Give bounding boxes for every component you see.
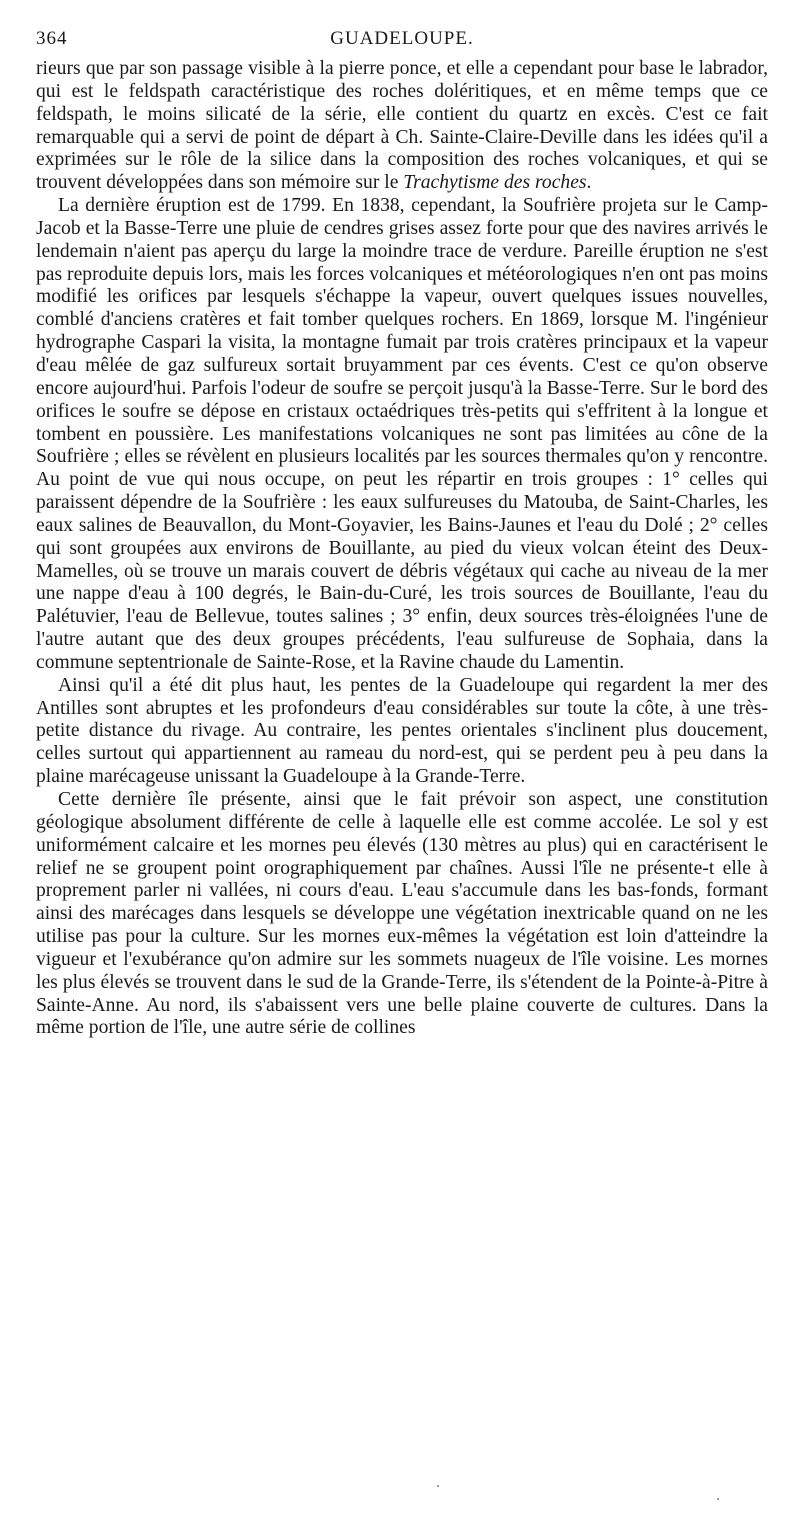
print-speck [437, 1485, 439, 1487]
memoir-title: Trachytisme des roches [403, 172, 587, 194]
paragraph-3: Ainsi qu'il a été dit plus haut, les pentes de la Guadeloupe qui regardent la mer des Antilles sont abruptes et les profondeurs d'eau considérables sur toute la côte, à une très-petite distance du rivage. Au contraire, les pentes orientales s'inclinent plus doucement, celles surtout qui appartiennent au rameau du nord-est, qui se perdent peu à peu dans la plaine marécageuse unissant la Guadeloupe à la Grande-Terre. [36, 674, 768, 788]
paragraph-1-text: rieurs que par son passage visible à la pierre ponce, et elle a cependant pour base le labrador, qui est le feldspath caractéristique des roches doléritiques, et en même temps que ce feldspath, le moins silicaté de la série, elle contient du quartz en excès. C'est ce fait remarquable qui a servi de point de départ à Ch. Sainte-Claire-Deville dans les idées qu'il a exprimées sur le rôle de la silice dans la composition des roches volcaniques, et qui se trouvent développées dans son mémoire sur le [36, 58, 768, 194]
paragraph-4: Cette dernière île présente, ainsi que le fait prévoir son aspect, une constitution géologique absolument différente de celle à laquelle elle est comme accolée. Le sol y est uniformément calcaire et les mornes peu élevés (130 mètres au plus) qui en caractérisent le relief ne se groupent point orographiquement par chaînes. Aussi l'île ne présente-t elle à proprement parler ni vallées, ni cours d'eau. L'eau s'accumule dans les bas-fonds, formant ainsi des marécages dans lesquels se développe une végétation inextricable quand on ne les utilise pas pour la culture. Sur les mornes eux-mêmes la végétation est loin d'atteindre la vigueur et l'exubérance qu'on admire sur les sommets nuageux de l'île voisine. Les mornes les plus élevés se trouvent dans le sud de la Grande-Terre, ils s'étendent de la Pointe-à-Pitre à Sainte-Anne. Au nord, ils s'abaissent vers une belle plaine couverte de cultures. Dans la même portion de l'île, une autre série de collines [36, 789, 768, 1039]
running-title: GUADELOUPE. [330, 28, 474, 49]
running-header [36, 28, 768, 58]
paragraph-2: La dernière éruption est de 1799. En 1838, cependant, la Soufrière projeta sur le Camp-Jacob et la Basse-Terre une pluie de cendres grises assez forte pour que des navires arrivés le lendemain n'aient pas aperçu du large la moindre trace de verdure. Pareille éruption ne s'est pas reproduite depuis lors, mais les forces volcaniques et météorologiques n'en ont pas moins modifié les orifices par lesquels s'échappe la vapeur, ouvert quelques issues nouvelles, comblé d'anciens cratères et fait tomber quelques rochers. En 1869, lorsque M. l'ingénieur hydrographe Caspari la visita, la montagne fumait par trois cratères principaux et la vapeur d'eau mêlée de gaz sulfureux sortait bruyamment par ces évents. C'est ce qu'on observe encore aujourd'hui. Parfois l'odeur de soufre se perçoit jusqu'à la Basse-Terre. Sur le bord des orifices le soufre se dépose en cristaux octaédriques très-petits qui s'effritent à la longue et tombent en poussière. Les manifestations volcaniques ne sont pas limitées au cône de la Soufrière ; elles se révèlent en plusieurs localités par les sources thermales qu'on y rencontre. Au point de vue qui nous occupe, on peut les répartir en trois groupes : 1° celles qui paraissent dépendre de la Soufrière : les eaux sulfureuses du Matouba, de Saint-Charles, les eaux salines de Beauvallon, du Mont-Goyavier, les Bains-Jaunes et l'eau du Dolé ; 2° celles qui sont groupées aux environs de Bouillante, au pied du vieux volcan éteint des Deux-Mamelles, où se trouve un marais couvert de débris végétaux qui cache au niveau de la mer une nappe d'eau à 100 degrés, le Bain-du-Curé, les trois sources de Bouillante, l'eau du Palétuvier, l'eau de Bellevue, toutes salines ; 3° enfin, deux sources très-éloignées l'une de l'autre autant que des deux groupes précédents, l'eau sulfureuse de Sophaia, dans la commune septentrionale de Sainte-Rose, et la Ravine chaude du Lamentin. [36, 195, 768, 673]
page-body [36, 58, 768, 1040]
paragraph-1-end: . [586, 172, 592, 194]
page-number: 364 [36, 28, 68, 49]
book-page [36, 28, 768, 1040]
paragraph-1 [36, 58, 768, 195]
print-speck [717, 1498, 719, 1500]
